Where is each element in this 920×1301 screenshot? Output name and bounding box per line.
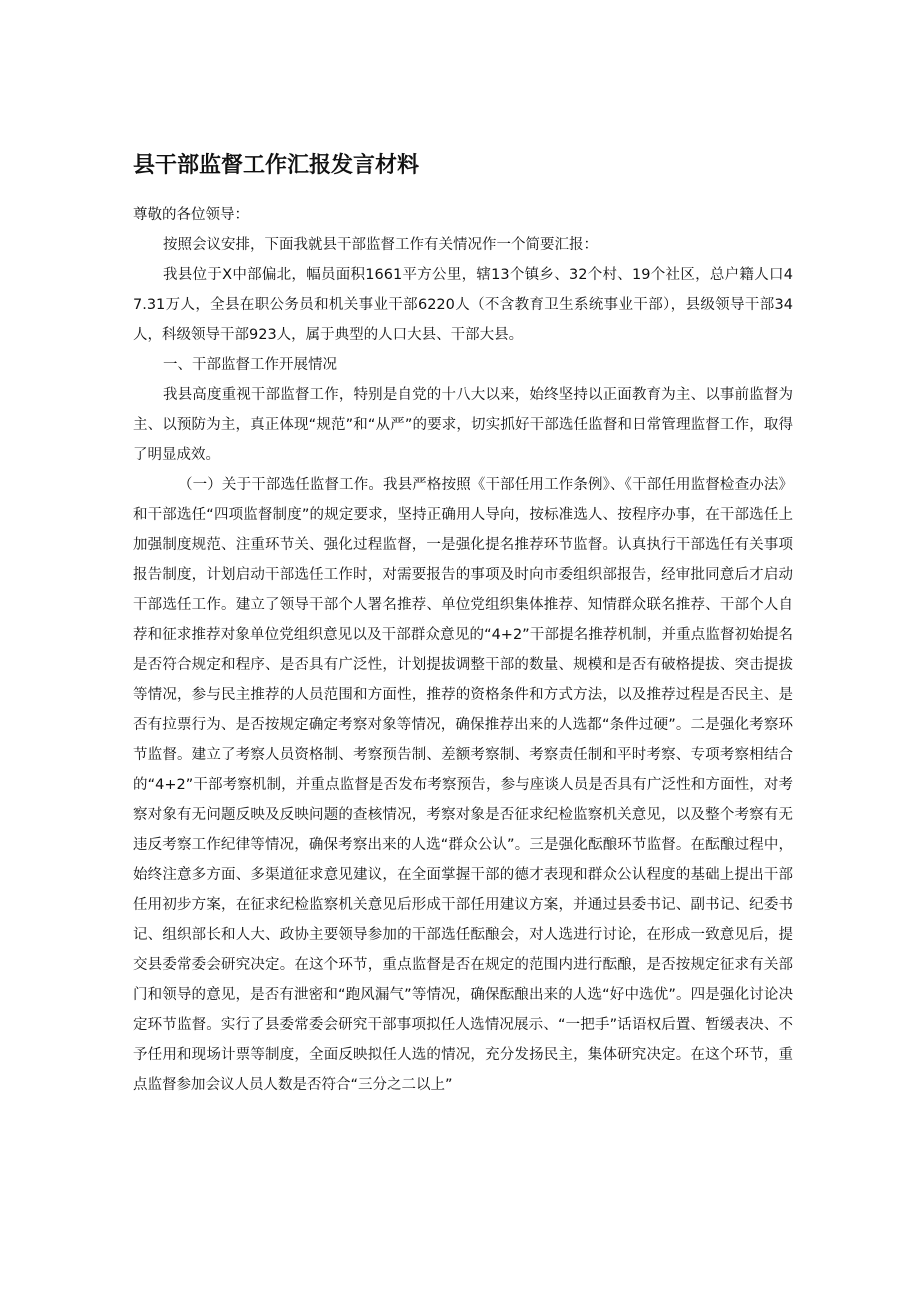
document-body (133, 200, 793, 1100)
section-heading-1: 一、干部监督工作开展情况 (163, 357, 337, 373)
document-title: 县干部监督工作汇报发言材料 (133, 153, 420, 178)
paragraph-selection-supervision: （一）关于干部选任监督工作。我县严格按照《干部任用工作条例》、《干部任用监督检查办法》和干部选任“四项监督制度”的规定要求，坚持正确用人导向，按标准选人、按程序办事，在干部选任上加强制度规范、注重环节关、强化过程监督，一是强化提名推荐环节监督。认真执行干部选任有关事项报告制度，计划启动干部选任工作时，对需要报告的事项及时向市委组织部报告，经审批同意后才启动干部选任工作。建立了领导干部个人署名推荐、单位党组织集体推荐、知情群众联名推荐、干部个人自荐和征求推荐对象单位党组织意见以及干部群众意见的“4+2”干部提名推荐机制，并重点监督初始提名是否符合规定和程序、是否具有广泛性，计划提拔调整干部的数量、规模和是否有破格提拔、突击提拔等情况，参与民主推荐的人员范围和方面性，推荐的资格条件和方式方法，以及推荐过程是否民主、是否有拉票行为、是否按规定确定考察对象等情况，确保推荐出来的人选都“条件过硬”。二是强化考察环节监督。建立了考察人员资格制、考察预告制、差额考察制、考察责任制和平时考察、专项考察相结合的“4+2”干部考察机制，并重点监督是否发布考察预告，参与座谈人员是否具有广泛性和方面性，对考察对象有无问题反映及反映问题的查核情况，考察对象是否征求纪检监察机关意见，以及整个考察有无违反考察工作纪律等情况，确保考察出来的人选“群众公认”。三是强化酝酿环节监督。在酝酿过程中，始终注意多方面、多渠道征求意见建议，在全面掌握干部的德才表现和群众公认程度的基础上提出干部任用初步方案，在征求纪检监察机关意见后形成干部任用建议方案，并通过县委书记、副书记、纪委书记、组织部长和人大、政协主要领导参加的干部选任酝酿会，对人选进行讨论，在形成一致意见后，提交县委常委会研究决定。在这个环节，重点监督是否在规定的范围内进行酝酿，是否按规定征求有关部门和领导的意见，是否有泄密和“跑风漏气”等情况，确保酝酿出来的人选“好中选优”。四是强化讨论决定环节监督。实行了县委常委会研究干部事项拟任人选情况展示、“一把手”话语权后置、暂缓表决、不予任用和现场计票等制度，全面反映拟任人选的情况，充分发扬民主，集体研究决定。在这个环节，重点监督参加会议人员人数是否符合“三分之二以上” (133, 477, 793, 1093)
salutation: 尊敬的各位领导： (133, 207, 249, 223)
paragraph-section-1-summary: 我县高度重视干部监督工作，特别是自党的十八大以来，始终坚持以正面教育为主、以事前监督为主、以预防为主，真正体现“规范”和“从严”的要求，切实抓好干部选任监督和日常管理监督工作，取得了明显成效。 (133, 387, 793, 463)
paragraph-intro: 按照会议安排，下面我就县干部监督工作有关情况作一个简要汇报： (163, 237, 598, 253)
paragraph-county-overview: 我县位于X中部偏北，幅员面积1661平方公里，辖13个镇乡、32个村、19个社区，总户籍人口47.31万人，全县在职公务员和机关事业干部6220人（不含教育卫生系统事业干部），县级领导干部34人，科级领导干部923人，属于典型的人口大县、干部大县。 (133, 267, 793, 343)
